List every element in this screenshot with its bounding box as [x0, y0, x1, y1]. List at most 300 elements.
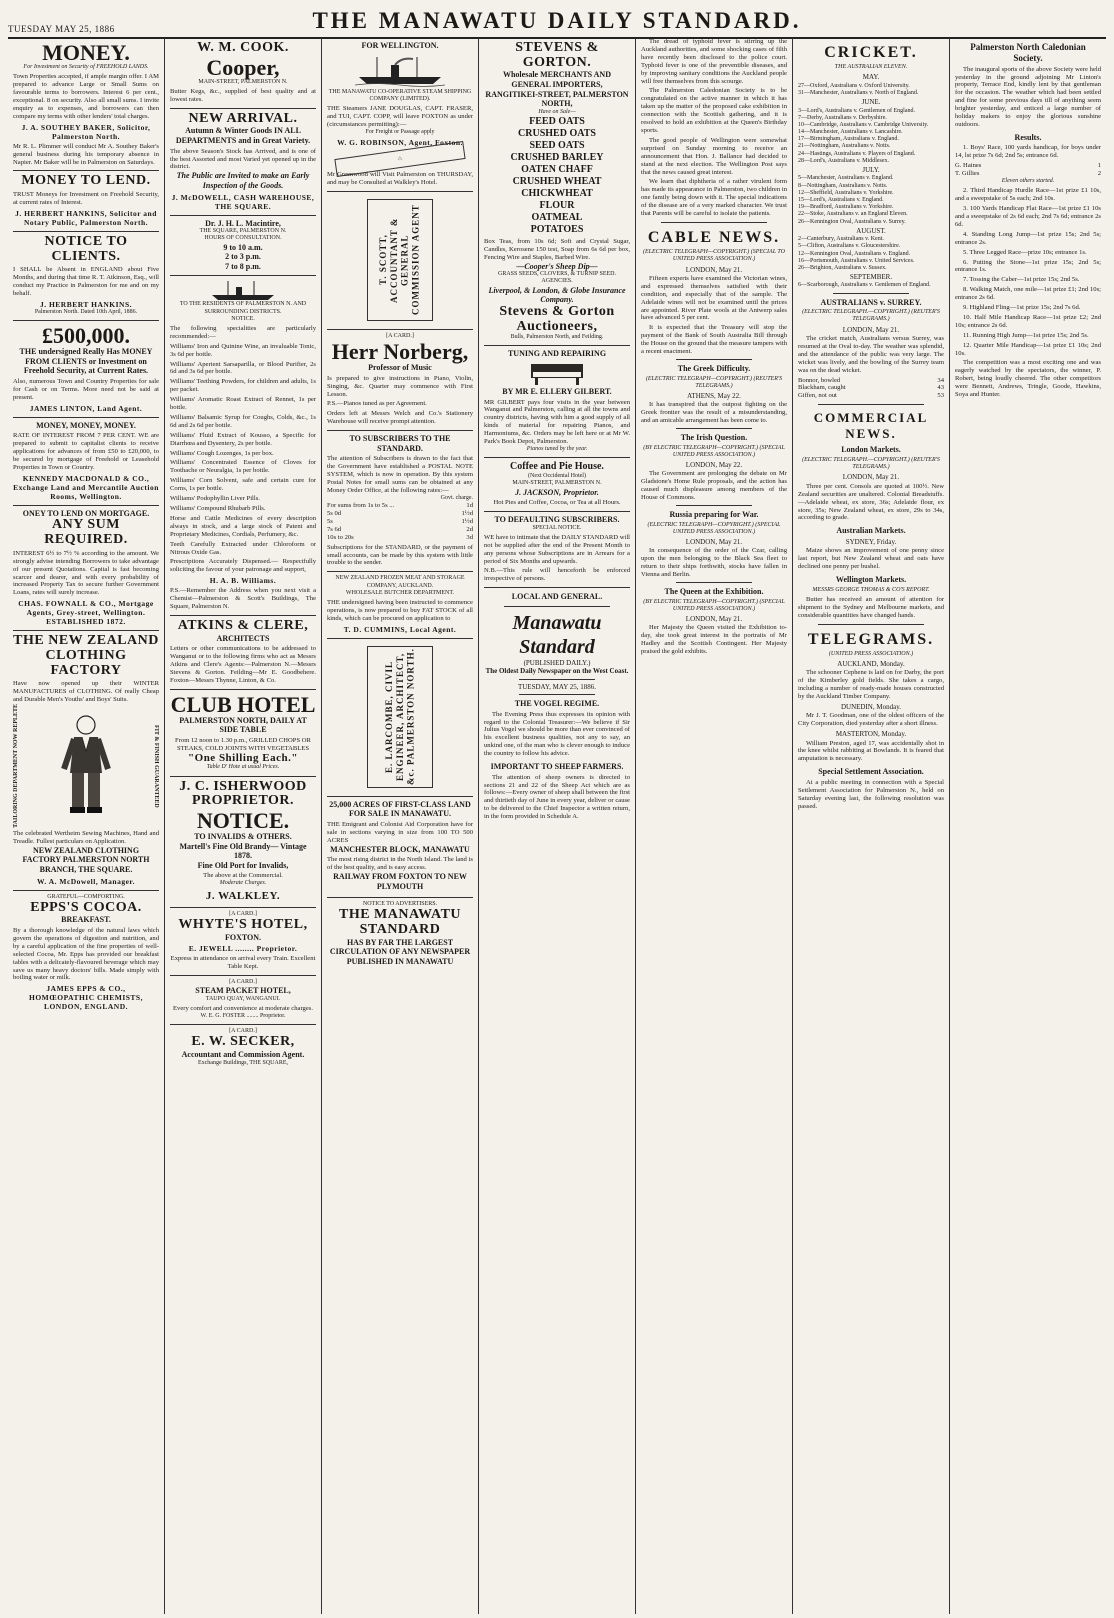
coffee-proprietor: J. JACKSON, Proprietor. — [515, 487, 599, 497]
invalids-footer: The above at the Commercial. — [203, 872, 283, 880]
cable-news-heading: CABLE NEWS. — [647, 228, 781, 246]
doctor-ad — [170, 216, 316, 277]
vertical-card-1 — [327, 192, 473, 330]
williams-item: Williams' Aperient Sarsaparilla, or Blood Purifier, 2s 6d and 3s 6d per bottle. — [170, 360, 316, 376]
williams-teeth: Teeth Carefully Extracted under Chloroform or Nitrous Oxide Gas. — [170, 540, 316, 556]
stevens-on-sale: Have on Sale— — [538, 108, 576, 115]
divider — [676, 359, 752, 360]
club-note: Table D' Hote at usual Prices. — [206, 764, 280, 771]
telegrams-paragraph: The schooner Cephene is laid on for Darby, the port of the Kimberley gold fields. She takes a cargo, including a number of ready-made houses constructed by the Auckland Timber Company. — [798, 669, 944, 701]
event-paragraph: 8. Walking Match, one mile—1st prize £1; 2nd 10s; entrance 2s 6d. — [955, 286, 1101, 302]
fixture-month: JULY. — [862, 166, 880, 175]
divider — [676, 505, 752, 506]
score-name: Bonnor, bowled — [798, 376, 841, 384]
tuning-footer: Pianos tuned by the year. — [526, 446, 588, 452]
advertisers-paper: THE MANAWATU STANDARD — [338, 907, 462, 937]
residents-notice: NOTICE. — [231, 315, 255, 322]
fixture-item: 10—Cambridge, Australians v. Cambridge University. — [798, 121, 929, 128]
fixture-item: 12—Sheffield, Australians v. Yorkshire. — [798, 189, 894, 196]
rate-value: 2d — [466, 525, 473, 533]
atkins-subheading: ARCHITECTS — [216, 633, 270, 643]
rate-row — [327, 510, 473, 518]
london-dateline: LONDON, May 21. — [842, 473, 900, 482]
stevens-heading: STEVENS & GORTON. — [515, 40, 599, 70]
event-paragraph: 7. Tossing the Caber—1st prize 15s; 2nd 5s. — [963, 276, 1080, 284]
event-paragraph: 5. Three Legged Race—prize 10s; entrance 1s. — [963, 248, 1087, 256]
big-sum-body: THE undersigned Really Has MONEY FROM CLIENTS or Investment on Freehold Security, at Current Rates. — [19, 347, 153, 376]
money-subheading: For Investment on Security of FREEHOLD LANDS. — [23, 64, 149, 71]
clothing-footer: The celebrated Wertheim Sewing Machines, Hand and Treadle. Fullest particulars on Application. — [13, 829, 159, 845]
big-sum-body-2: Also, numerous Town and Country Properties for sale for Cash or on Terms. More need not be said at present. — [13, 378, 159, 401]
rates-heading: Govt. charge. — [440, 494, 473, 501]
vogel-paragraph: The Evening Press thus expresses its opinion with regard to the Colonial Treasurer:—We believe if Sir Julius Vogel we should be more than ever convinced of his excellent business qualities, not any to say, an unkind one, of the man who is clever enough to induce the country to follow his advice. — [484, 710, 630, 758]
event-paragraph: 2. Third Handicap Hurdle Race—1st prize £1 10s, and a sweepstake of 5s each; 2nd 10s. — [955, 187, 1101, 203]
wellington-markets-heading: Wellington Markets. — [835, 575, 907, 585]
special-settlement-heading: Special Settlement Association. — [818, 767, 924, 777]
divider — [818, 404, 924, 405]
secker-ad — [170, 1025, 316, 1071]
fixture-month: AUGUST. — [856, 226, 886, 235]
steam-proprietor: W. E. G. FOSTER ........ Proprietor. — [200, 1012, 286, 1019]
defaulting-body: WE have to intimate that the DAILY STANDARD will not be supplied after the end of the Present Month to any persons whose Subscriptions are in Arrears for a period of Six Months and upwards. — [484, 533, 630, 565]
russia-heading: Russia preparing for War. — [669, 510, 759, 520]
tuning-body: MR GILBERT pays four visits in the year between Wanganui and Palmerston, calling at all the towns and country districts, having with him a good supply of all kinds of material for repairing Pianos, and Harmoniums, &c. Orders may be left here or at Mr W. Park's Book Depot, Palmerston. — [484, 398, 630, 446]
cook-subheading: Cooper, — [206, 54, 280, 80]
cricket-subheading: THE AUSTRALIAN ELEVEN. — [834, 64, 908, 71]
paper-subtitle: (PUBLISHED DAILY.) — [523, 658, 591, 667]
lands-town: MANCHESTER BLOCK, MANAWATU — [330, 844, 470, 854]
rate-row — [327, 518, 473, 526]
rate-value: 3d — [466, 533, 473, 541]
coffee-body: Hot Pies and Coffee, Cocoa, or Tea at all Hours. — [493, 499, 621, 507]
score-name: Blackham, caught — [798, 384, 846, 392]
cook-heading: W. M. COOK. — [197, 40, 289, 55]
divider — [519, 679, 595, 680]
society-paragraph: The Palmerston Caledonian Society is to be congratulated on the active manner in which it has taken up the matter of the proposed cake exhibition in connection with the Scottish gathering, and it is resolved to hold an exhibition at the Queen's Birthday sports. — [641, 87, 787, 134]
masterton-dateline: MASTERTON, Monday. — [835, 730, 907, 739]
fixture-item: 21—Nottingham, Australians v. Notts. — [798, 143, 891, 150]
subscribers-footer: Subscriptions for the STANDARD, or the payment of small accounts, can be made by this system with little trouble to the sender. — [327, 543, 473, 567]
cook-ad — [170, 38, 316, 109]
divider — [818, 624, 924, 625]
clothing-illustration-row — [13, 704, 159, 828]
wellington-ship-ad — [327, 38, 473, 192]
invalids-subheading: TO INVALIDS & OTHERS. — [194, 832, 292, 842]
mortgage-body: INTEREST 6½ to 7½ % according to the amount. We strongly advise intending Borrowers to take advantage of our present Quotations. Capital is fast becoming scarcer and dearer, and with every probability of increased Property Tax to secure further Government Loans, rates will surely increase. — [13, 549, 159, 597]
defaulting-nb: N.B.—This rule will henceforth be enforced irrespective of persons. — [484, 567, 630, 583]
rate-label: 5s 0d — [327, 510, 342, 517]
frozen-signature: T. D. CUMMINS, Local Agent. — [343, 624, 457, 634]
clients-signature: J. HERBERT HANKINS. — [39, 299, 133, 309]
russia-note: (ELECTRIC TELEGRAPH—COPYRIGHT.) (SPECIAL UNITED PRESS ASSOCIATION.) — [647, 521, 781, 535]
stevens-insurance: Liverpool, & London, & Globe Insurance Company. — [488, 285, 626, 305]
whyte-body: Express in attendance on arrival every Train. Excellent Table Kept. — [170, 955, 316, 971]
railway-heading: RAILWAY FROM FOXTON TO NEW PLYMOUTH — [333, 871, 467, 891]
cable-note: (ELECTRIC TELEGRAPH—COPYRIGHT.) (SPECIAL TO UNITED PRESS ASSOCIATION.) — [642, 249, 785, 263]
fixture-item: 16—Portsmouth, Australians v. United Services. — [798, 257, 915, 264]
doctor-hours-3: 7 to 8 p.m. — [225, 261, 261, 271]
doctor-hours-2: 2 to 3 p.m. — [225, 252, 261, 262]
fixture-item: 14—Manchester, Australians v. Lancashire. — [798, 129, 903, 136]
big-sum-heading: £500,000. — [42, 323, 130, 349]
arrival-body: The above Season's Stock has Arrived, and is one of the best Assorted and most Varied yet opened up in the district. — [170, 147, 316, 171]
london-paragraph: Three per cent. Consols are quoted at 100½. New Zealand securities are unaltered. Colonial Breadstuffs.—Adelaide wheat, ex store, 36s; Adelaide flour, ex store, 35s; New Zealand wheat, ex store, 29s to 34s, according to grade. — [798, 482, 944, 522]
fixture-item: 2—Canterbury, Australians v. Kent. — [798, 236, 884, 243]
commercial-heading: COMMERCIAL NEWS. — [813, 410, 929, 441]
telegrams-dateline: AUCKLAND, Monday. — [837, 659, 905, 668]
frozen-meat-ad — [327, 572, 473, 638]
russia-paragraph: In consequence of the order of the Czar, calling upon the men belonging to the Black Sea fleet to return to their ships forthwith, stocks have fallen in Vienna and Berlin. — [641, 547, 787, 579]
cook-body: Butter Kegs, &c., supplied of best quality and at lowest rates. — [170, 87, 316, 103]
club-heading: CLUB HOTEL — [170, 691, 316, 717]
isherwood-heading: J. C. ISHERWOOD PROPRIETOR. — [179, 778, 307, 809]
clothing-branch: NEW ZEALAND CLOTHING FACTORY PALMERSTON NORTH BRANCH, THE SQUARE. — [22, 845, 150, 874]
stevens-auction: Stevens & Gorton Auctioneers, — [499, 303, 615, 334]
williams-item: Williams' Corn Solvent, safe and certain cure for Corns, 1s per bottle. — [170, 477, 316, 493]
williams-item: Williams' Concentrated Essence of Cloves for Toothache or Neuralgia, 1s per bottle. — [170, 459, 316, 475]
doctor-hours-heading: HOURS OF CONSULTATION. — [204, 235, 282, 242]
column-6 — [793, 38, 950, 1614]
cocoa-preheading: GRATEFUL—COMFORTING. — [47, 893, 125, 900]
advertisers-claim: HAS BY FAR THE LARGEST CIRCULATION OF ANY NEWSPAPER PUBLISHED IN MANAWATU — [329, 937, 471, 966]
norberg-heading: Herr Norberg, — [331, 339, 469, 365]
paper-tagline: The Oldest Daily Newspaper on the West Coast. — [485, 667, 629, 676]
local-paragraph: The good people of Wellington were somewhat surprised on Sunday morning to receive an announcement that Hon. J. Ballance had decided to stand at the next election. The Wellington Post says that the news caused great interest. — [641, 136, 787, 176]
rate-row — [327, 534, 473, 542]
arrival-subheading: Autumn & Winter Goods IN ALL DEPARTMENTS and in Great Variety. — [175, 126, 311, 146]
williams-item: Williams' Cough Lozenges, 1s per box. — [170, 449, 274, 457]
rate-label: 7s 6d — [327, 525, 342, 533]
williams-prescriptions: Prescriptions Accurately Dispensed.— Respectfully soliciting the favour of your patronage and support, — [170, 558, 316, 574]
result-name: T. Gillies — [955, 170, 980, 178]
arrival-heading: NEW ARRIVAL. — [188, 110, 298, 126]
divider — [833, 293, 909, 294]
whyte-hotel-ad — [170, 908, 316, 976]
club-body: From 12 noon to 1.30 p.m., GRILLED CHOPS OR STEAKS, COLD JOINTS WITH VEGETABLES — [175, 737, 311, 752]
advertisers-ad — [327, 898, 473, 970]
rate-value: 1½d — [461, 510, 473, 517]
surrey-note: (ELECTRIC TELEGRAPH.—COPYRIGHT.) (REUTER'S TELEGRAMS.) — [802, 309, 940, 323]
score-row — [798, 384, 944, 392]
secker-card: [A CARD.] — [229, 1028, 257, 1035]
fixture-item: 24—Hastings, Australians v. Players of England. — [798, 150, 916, 157]
lands-body: THE Emigrant and Colonist Aid Corporation have for sale in sections varying in size from 100 TO 500 ACRES — [327, 820, 473, 844]
frozen-department: WHOLESALE BUTCHER DEPARTMENT. — [345, 589, 455, 596]
advertisers-heading: NOTICE TO ADVERTISERS. — [362, 901, 438, 908]
dunedin-paragraph: Mr J. T. Goodman, one of the oldest officers of the City Corporation, died yesterday after a short illness. — [798, 712, 944, 728]
stevens-item: FEED OATS — [529, 115, 585, 127]
special-settlement-paragraph: At a public meeting in connection with a Special Settlement Association for Palmerston N., held on Saturday evening last, the following resolution was passed. — [798, 778, 944, 810]
scott-card — [367, 199, 433, 321]
ship-illustration — [208, 279, 278, 301]
fixture-item: 17—Birmingham, Australians v. England. — [798, 136, 899, 143]
williams-item: Williams' Fluid Extract of Kousso, a Specific for Diarrhœa and Dysentery, 2s per bottle. — [170, 431, 316, 447]
norberg-body: Is prepared to give instructions in Piano, Violin, Singing, &c. Quarter may commence with First Lesson. — [327, 374, 473, 398]
wellington-note: Mr Greenwood will Visit Palmerston on THURSDAY, and may be Consulted at Walkley's Hotel. — [327, 171, 473, 186]
wellington-signature: W. G. ROBINSON, Agent, Foxton. — [337, 137, 463, 147]
clients-ad — [13, 232, 159, 321]
score-name: Giffen, not out — [798, 392, 837, 400]
fixture-item: 12—Kennington Oval, Australians v. England. — [798, 250, 911, 257]
queen-paragraph: Her Majesty the Queen visited the Exhibition to-day, she took great interest in the portraits of Mr Hadley and the Scottish Contingent. Her Majesty praised the gold exhibits. — [641, 624, 787, 656]
divider — [676, 582, 752, 583]
fixture-month: JUNE. — [861, 98, 881, 107]
mortgage-subheading: ANY SUM REQUIRED. — [44, 517, 128, 548]
results-paragraph: 1. Boys' Race, 100 yards handicap, for boys under 14, lst prize 7s 6d; 2nd 5s; entrance 6d. — [955, 144, 1101, 160]
wellington-company: THE MANAWATU CO-OPERATIVE STEAM SHIPPING COMPANY (LIMITED). — [328, 88, 472, 102]
residents-heading: TO THE RESIDENTS OF PALMERSTON N. AND SURROUNDING DISTRICTS. — [179, 301, 307, 315]
williams-signature: H. A. B. Williams. — [209, 576, 277, 586]
mortgage-heading: ONEY TO LEND ON MORTGAGE. — [22, 508, 150, 518]
atkins-body: Letters or other communications to be addressed to Wanganui or to the following firms who act as Messrs Atkins and Clere's Agents:—Palmerston N.—Messrs Stevens & Gorton. Feilding—Mr E. Goodbehere. Foxton—Messrs Thynne, Linton, & Co. — [170, 645, 316, 684]
masthead-title: THE MANAWATU DAILY STANDARD. — [312, 8, 802, 33]
irish-paragraph: The Government are prolonging the debate on Mr Gladstone's Home Rule proposals, and the action has caused much displeasure among members of the House of Commons. — [641, 470, 787, 502]
stevens-item: CRUSHED WHEAT — [512, 175, 602, 187]
sheep-heading: IMPORTANT TO SHEEP FARMERS. — [490, 762, 624, 772]
doctor-address: THE SQUARE, PALMERSTON N. — [199, 228, 287, 235]
fixture-item: 5—Manchester, Australians v. England. — [798, 175, 894, 182]
secker-heading: E. W. SECKER, — [191, 1034, 295, 1050]
dunedin-dateline: DUNEDIN, Monday. — [840, 702, 901, 711]
piano-illustration — [527, 360, 587, 386]
cocoa-signature: JAMES EPPS & CO., HOMŒOPATHIC CHEMISTS, LONDON, ENGLAND. — [29, 984, 143, 1012]
tuning-ad — [484, 346, 630, 458]
lands-heading: 25,000 ACRES OF FIRST-CLASS LAND FOR SALE IN MANAWATU. — [329, 799, 471, 819]
surrey-paragraph: The cricket match, Australians versus Surrey, was resumed at the Oval to-day. The weather was splendid, and the attendance of the public was very large. The wicket was lively, and the bowling of the Surrey team was on the dead wicket. — [798, 335, 944, 374]
paper-date: TUESDAY, MAY 25, 1886. — [517, 682, 597, 691]
club-hotel-ad — [170, 690, 316, 777]
wellington-report: MESSRS GEORGE THOMAS & CO'S REPORT. — [812, 586, 930, 593]
clients-date: Palmerston North. Dated 10th April, 1886. — [34, 308, 138, 315]
score-value: 53 — [937, 392, 944, 400]
australian-paragraph: Maize shows an improvement of one penny since last report, but New Zealand wheat and oats have declined one penny per bushel. — [798, 547, 944, 571]
irish-dateline: LONDON, May 22. — [685, 461, 743, 469]
cocoa-subheading: BREAKFAST. — [61, 915, 111, 925]
caledonian-paragraph: The inaugural sports of the above Society were held yesterday in the ground adjoining Mr Linton's property, Terrace End, kindly lent by that gentleman for the occasion. The weather which had been settled and fine for some previous days till of anything seem brighter yesterday, and enticed a large number of holiday makers to enjoy the glorious sunshine outdoors. — [955, 65, 1101, 128]
event-paragraph: 9. Highland Fling—1st prize 15s; 2nd 7s 6d. — [963, 304, 1081, 312]
rate-label: 10s to 20s — [327, 533, 354, 541]
steam-heading: STEAM PACKET HOTEL, — [195, 986, 291, 996]
money3-heading: MONEY, MONEY, MONEY. — [36, 420, 136, 430]
result-row — [955, 162, 1101, 170]
greek-heading: The Greek Difficulty. — [677, 363, 751, 373]
column-4 — [479, 38, 636, 1614]
money3-body: RATE OF INTEREST FROM 7 PER CENT. WE are prepared to submit to capitalist clients to receive applications for advances of from £50 to £20,000, to be secured by mortgage of Freehold or Leasehold Properties in Town or Country. — [13, 432, 159, 471]
big-sum-signature: JAMES LINTON, Land Agent. — [29, 403, 143, 413]
cable-dateline: LONDON, May 21. — [685, 265, 743, 274]
results-heading: Results. — [1014, 132, 1042, 142]
coffee-ad — [484, 458, 630, 512]
results-note: Eleven others started. — [1001, 178, 1055, 185]
clothing-signature: W. A. McDowell, Manager. — [37, 876, 135, 886]
cable-paragraph-2: It is expected that the Treasury will stop the payment of the Bank of South Australia Bill through the House on the ground that the measure tampers with a recent enactment. — [641, 324, 787, 356]
money-body: Town Properties accepted, if ample margin offer. I AM prepared to advance Large or Small Sums on favourable terms to borrowers. Interest 6 per cent., exceptional. 8 on security. Also all small sums. I invite enquiry as to expenses, and borrowers can then compare my terms with other lenders' total charges. — [13, 73, 159, 120]
money-ad — [13, 38, 159, 171]
stevens-item: CHICKWHEAT — [521, 187, 593, 199]
lands-body-2: The most rising district in the North Island. The land is of the best quality, and is easy access. — [327, 856, 473, 872]
tuning-heading: TUNING AND REPAIRING — [507, 349, 607, 359]
arrival-signature: J. McDOWELL, CASH WAREHOUSE, THE SQUARE. — [171, 192, 315, 211]
arrival-ad — [170, 109, 316, 216]
steam-card: [A CARD.] — [229, 979, 257, 986]
score-value: 34 — [937, 376, 944, 384]
divider — [519, 694, 595, 695]
lend-heading: MONEY TO LEND. — [21, 173, 151, 189]
fixture-item: 19—Bradford, Australians v. Yorkshire. — [798, 204, 894, 211]
fixture-item: 28—Lord's, Australians v. Middlesex. — [798, 157, 890, 164]
notice-heading: NOTICE. — [196, 807, 290, 833]
london-note: (ELECTRIC TELEGRAPH.—COPYRIGHT.) (REUTER'S TELEGRAMS.) — [802, 457, 940, 471]
fixture-month: SEPTEMBER. — [849, 273, 893, 282]
event-paragraph: 6. Putting the Stone—1st prize 15s; 2nd 5s; entrance 1s. — [955, 258, 1101, 274]
stevens-subheading: Wholesale MERCHANTS AND GENERAL IMPORTERS, — [502, 70, 611, 89]
column-2 — [165, 38, 322, 1614]
wellington-body: THE Steamers JANE DOUGLAS, CAPT. FRASER, and TUI, CAPT. COPP, will leave FOXTON as under (circumstances permitting):— — [327, 104, 473, 128]
caledonian-footer: The competition was a most exciting one and was eagerly watched by the spectators, the winner, P. Robert, being loudly cheered. The other competitors were Bennett, Andrews, Tringle, Goode, Hawkins, Soya and Hunter. — [955, 359, 1101, 399]
whyte-heading: WHYTE'S HOTEL, — [178, 916, 308, 932]
fixture-item: 5—Clifton, Australians v. Gloucestershire. — [798, 243, 901, 250]
rate-label: For sums from 1s to 5s ... — [327, 502, 395, 510]
greek-dateline: ATHENS, May 22. — [687, 391, 741, 400]
steam-body: Every comfort and convenience at moderate charges. — [173, 1004, 313, 1012]
norberg-orders: Orders left at Messrs Welch and Co.'s Stationery Warehouse will receive prompt attention. — [327, 410, 473, 426]
frozen-body: THE undersigned having been instructed to commence operations, is now prepared to buy FAT STOCK of all kinds, which can be procured on application to — [327, 598, 473, 622]
rate-value: 1d — [466, 502, 473, 510]
defaulting-ad — [484, 512, 630, 588]
masthead-date: TUESDAY MAY 25, 1886 — [8, 24, 115, 34]
subscribers-ad — [327, 431, 473, 572]
atkins-ad — [170, 616, 316, 690]
cook-address: MAIN-STREET, PALMERSTON N. — [198, 78, 288, 85]
stevens-body: Box Teas, from 10s 6d; Soft and Crystal Sugar, Candles, Kerosene 150 test, Soap from 6s 6d per box, Fencing Wire and Staples, Barbed Wire. — [484, 237, 630, 261]
stevens-address: RANGITIKEI-STREET, PALMERSTON NORTH, — [485, 89, 629, 109]
invalids-body: Martell's Fine Old Brandy— Vintage 1878. — [179, 841, 307, 861]
event-paragraph: 11. Running High Jump—1st prize 15s; 2nd 5s. — [963, 331, 1089, 339]
wellington-paragraph: Butter has received an amount of attention for shipment to the Sydney and Melbourne markets, and considerable quantities have changed hands. — [798, 595, 944, 619]
rate-row — [327, 526, 473, 534]
cocoa-body: By a thorough knowledge of the natural laws which govern the operations of digestion and nutrition, and by a careful application of the fine properties of well-selected Cocoa, Mr. Epps has provided our breakfast tables with a delicately-flavoured beverage which may save us many heavy doctors' bills. Made simply with boiling water or milk. — [13, 926, 159, 982]
money-heading: MONEY. — [42, 40, 130, 65]
fixture-item: 31—Manchester, Australians v. North of England. — [798, 89, 919, 96]
cocoa-ad — [13, 891, 159, 1016]
irish-heading: The Irish Question. — [680, 433, 748, 443]
secker-address: Exchange Buildings, THE SQUARE, — [197, 1059, 289, 1066]
australian-dateline: SYDNEY, Friday. — [845, 537, 897, 546]
vertical-card-2 — [327, 639, 473, 797]
score-row — [798, 377, 944, 385]
isherwood-ad — [170, 777, 316, 908]
stevens-item: SEED OATS — [529, 139, 585, 151]
clothing-side-text: TAILORING DEPARTMENT NOW REPLETE — [13, 704, 19, 828]
cocoa-heading: EPPS'S COCOA. — [30, 899, 142, 915]
steamer-illustration — [355, 53, 445, 87]
club-price: "One Shilling Each." — [188, 751, 298, 764]
column-5 — [636, 38, 793, 1614]
cricket-heading: CRICKET. — [824, 44, 918, 61]
norberg-subheading: Professor of Music — [368, 363, 432, 373]
fixture-item: 3—Lord's, Australians v. Gentlemen of England. — [798, 107, 916, 114]
irish-note: (BY ELECTRIC TELEGRAPH—COPYRIGHT.) (SPECIAL UNITED PRESS ASSOCIATION.) — [643, 444, 785, 458]
clothing-ad — [13, 631, 159, 890]
whyte-subheading: FOXTON. — [224, 932, 262, 942]
masthead — [8, 4, 1106, 39]
coffee-address: MAIN-STREET, PALMERSTON N. — [512, 480, 602, 487]
williams-item: Williams' Teething Powders, for children and adults, 1s per packet. — [170, 378, 316, 394]
event-paragraph: 3. 100 Yards Handicap Flat Race—1st prize £1 10s and a sweepstake of 2s 6d each; 2nd 7s 6d; entrance 2s 6d. — [955, 205, 1101, 228]
greek-paragraph: It has transpired that the outpost fighting on the Greek frontier was the result of a misunderstanding, and an amicable arrangement has been come to. — [641, 401, 787, 425]
russia-dateline: LONDON, May 21. — [685, 537, 743, 546]
surrey-dateline: LONDON, May 21. — [842, 325, 900, 334]
cricket-fixtures — [798, 73, 944, 289]
frozen-heading: NEW ZEALAND FROZEN MEAT AND STORAGE COMPANY, AUCKLAND. — [335, 575, 465, 589]
stevens-auction-sub: Bulls, Palmerston North, and Feilding. — [510, 334, 604, 341]
divider — [676, 428, 752, 429]
lend-ad — [13, 171, 159, 232]
stevens-item: POTATOES — [530, 223, 584, 235]
secker-body: Accountant and Commission Agent. — [181, 1049, 305, 1059]
mortgage-signature: CHAS. FOWNALL & CO., Mortgage Agents, Grey-street, Wellington. ESTABLISHED 1872. — [18, 599, 154, 627]
williams-ps: P.S.—Remember the Address when you next visit a Chemist—Palmerston & Scott's Buildings, The Square, Palmerston N. — [170, 587, 316, 611]
invalids-charges: Moderate Charges. — [219, 880, 267, 887]
event-paragraph: 4. Standing Long Jump—1st prize 15s; 2nd 5s; entrance 2s. — [955, 230, 1101, 246]
diphtheria-paragraph: We learn that diphtheria of a rather virulent form has made its appearance in Palmerston, two children in one family being down with it. The special indications of the disease are of a very marked character. We trust that Parents will be careful to isolate the patients. — [641, 178, 787, 218]
masterton-paragraph: William Preston, aged 17, was accidentally shot in the knee whilst rabbiting at Bowlands. It is feared that amputation is necessary. — [798, 739, 944, 763]
clothing-side-text-2: FIT & FINISH GUARANTEED — [153, 724, 159, 808]
rate-row — [327, 502, 473, 510]
money-signature: J. A. SOUTHEY BAKER, Solicitor, Palmerston North. — [21, 122, 151, 141]
steam-packet-ad — [170, 976, 316, 1025]
coffee-subheading: (Next Occidental Hotel) — [528, 473, 586, 480]
rate-value: 1½d — [461, 517, 473, 525]
clothing-heading: THE NEW ZEALAND CLOTHING FACTORY — [13, 633, 159, 678]
subscribers-body: The attention of Subscribers is drawn to the fact that the Government have established a POSTAL NOTE SYSTEM, which is now in operation. By this system Postal Notes for small sums can be obtained at any Money Order Office, at the following rates:— — [327, 455, 473, 494]
defaulting-heading: TO DEFAULTING SUBSCRIBERS. — [494, 515, 620, 525]
tuning-by: BY MR E. ELLERY GILBERT. — [502, 386, 612, 396]
williams-item: Williams' Aromatic Roast Extract of Rennet, 1s per bottle. — [170, 396, 316, 412]
fixture-item: 22—Stoke, Australians v. an England Eleven. — [798, 211, 908, 218]
newspaper-columns — [8, 38, 1106, 1614]
lend-signature: J. HERBERT HANKINS, Solicitor and Notary Public, Palmerston North. — [15, 208, 157, 227]
fixture-item: 6—Scarborough, Australians v. Gentlemen of England. — [798, 282, 931, 289]
mortgage-ad — [13, 506, 159, 631]
score-row — [798, 392, 944, 400]
money3-signature: KENNEDY MACDONALD & CO., Exchange Land and Mercantile Auction Rooms, Wellington. — [13, 473, 159, 501]
williams-item: Williams' Podophyllin Liver Pills. — [170, 495, 260, 503]
boy-in-suit-illustration — [56, 711, 116, 821]
lands-ad — [327, 797, 473, 899]
larcombe-card — [367, 646, 433, 788]
stevens-item: OATEN CHAFF — [521, 163, 593, 175]
result-name: G. Haines — [955, 162, 982, 170]
vogel-heading: THE VOGEL REGIME. — [514, 699, 600, 709]
column-3 — [322, 38, 479, 1614]
norberg-ps: P.S.—Pianos tuned as per Agreement. — [327, 400, 427, 408]
london-markets-heading: London Markets. — [841, 445, 901, 455]
wellington-freight: For Freight or Passage apply — [365, 128, 435, 135]
steam-subheading: TAUPO QUAY, WANGANUI. — [205, 995, 281, 1002]
greek-note: (ELECTRIC TELEGRAPH—COPYRIGHT.) (REUTER'S TELEGRAMS.) — [645, 375, 783, 389]
stevens-ad — [484, 38, 630, 346]
result-value: 1 — [1097, 162, 1101, 170]
arrival-invite: The Public are Invited to make an Early Inspection of the Goods. — [176, 171, 310, 190]
result-row — [955, 170, 1101, 178]
score-value: 43 — [937, 384, 944, 392]
stevens-dip: —Cooper's Sheep Dip— — [516, 261, 598, 271]
australian-markets-heading: Australian Markets. — [836, 526, 906, 536]
doctor-hours-1: 9 to 10 a.m. — [223, 242, 263, 252]
williams-item: Williams' Iron and Quinine Wine, an invaluable Tonic, 3s 6d per bottle. — [170, 342, 316, 358]
williams-item: Williams' Compound Rhubarb Pills. — [170, 505, 266, 512]
